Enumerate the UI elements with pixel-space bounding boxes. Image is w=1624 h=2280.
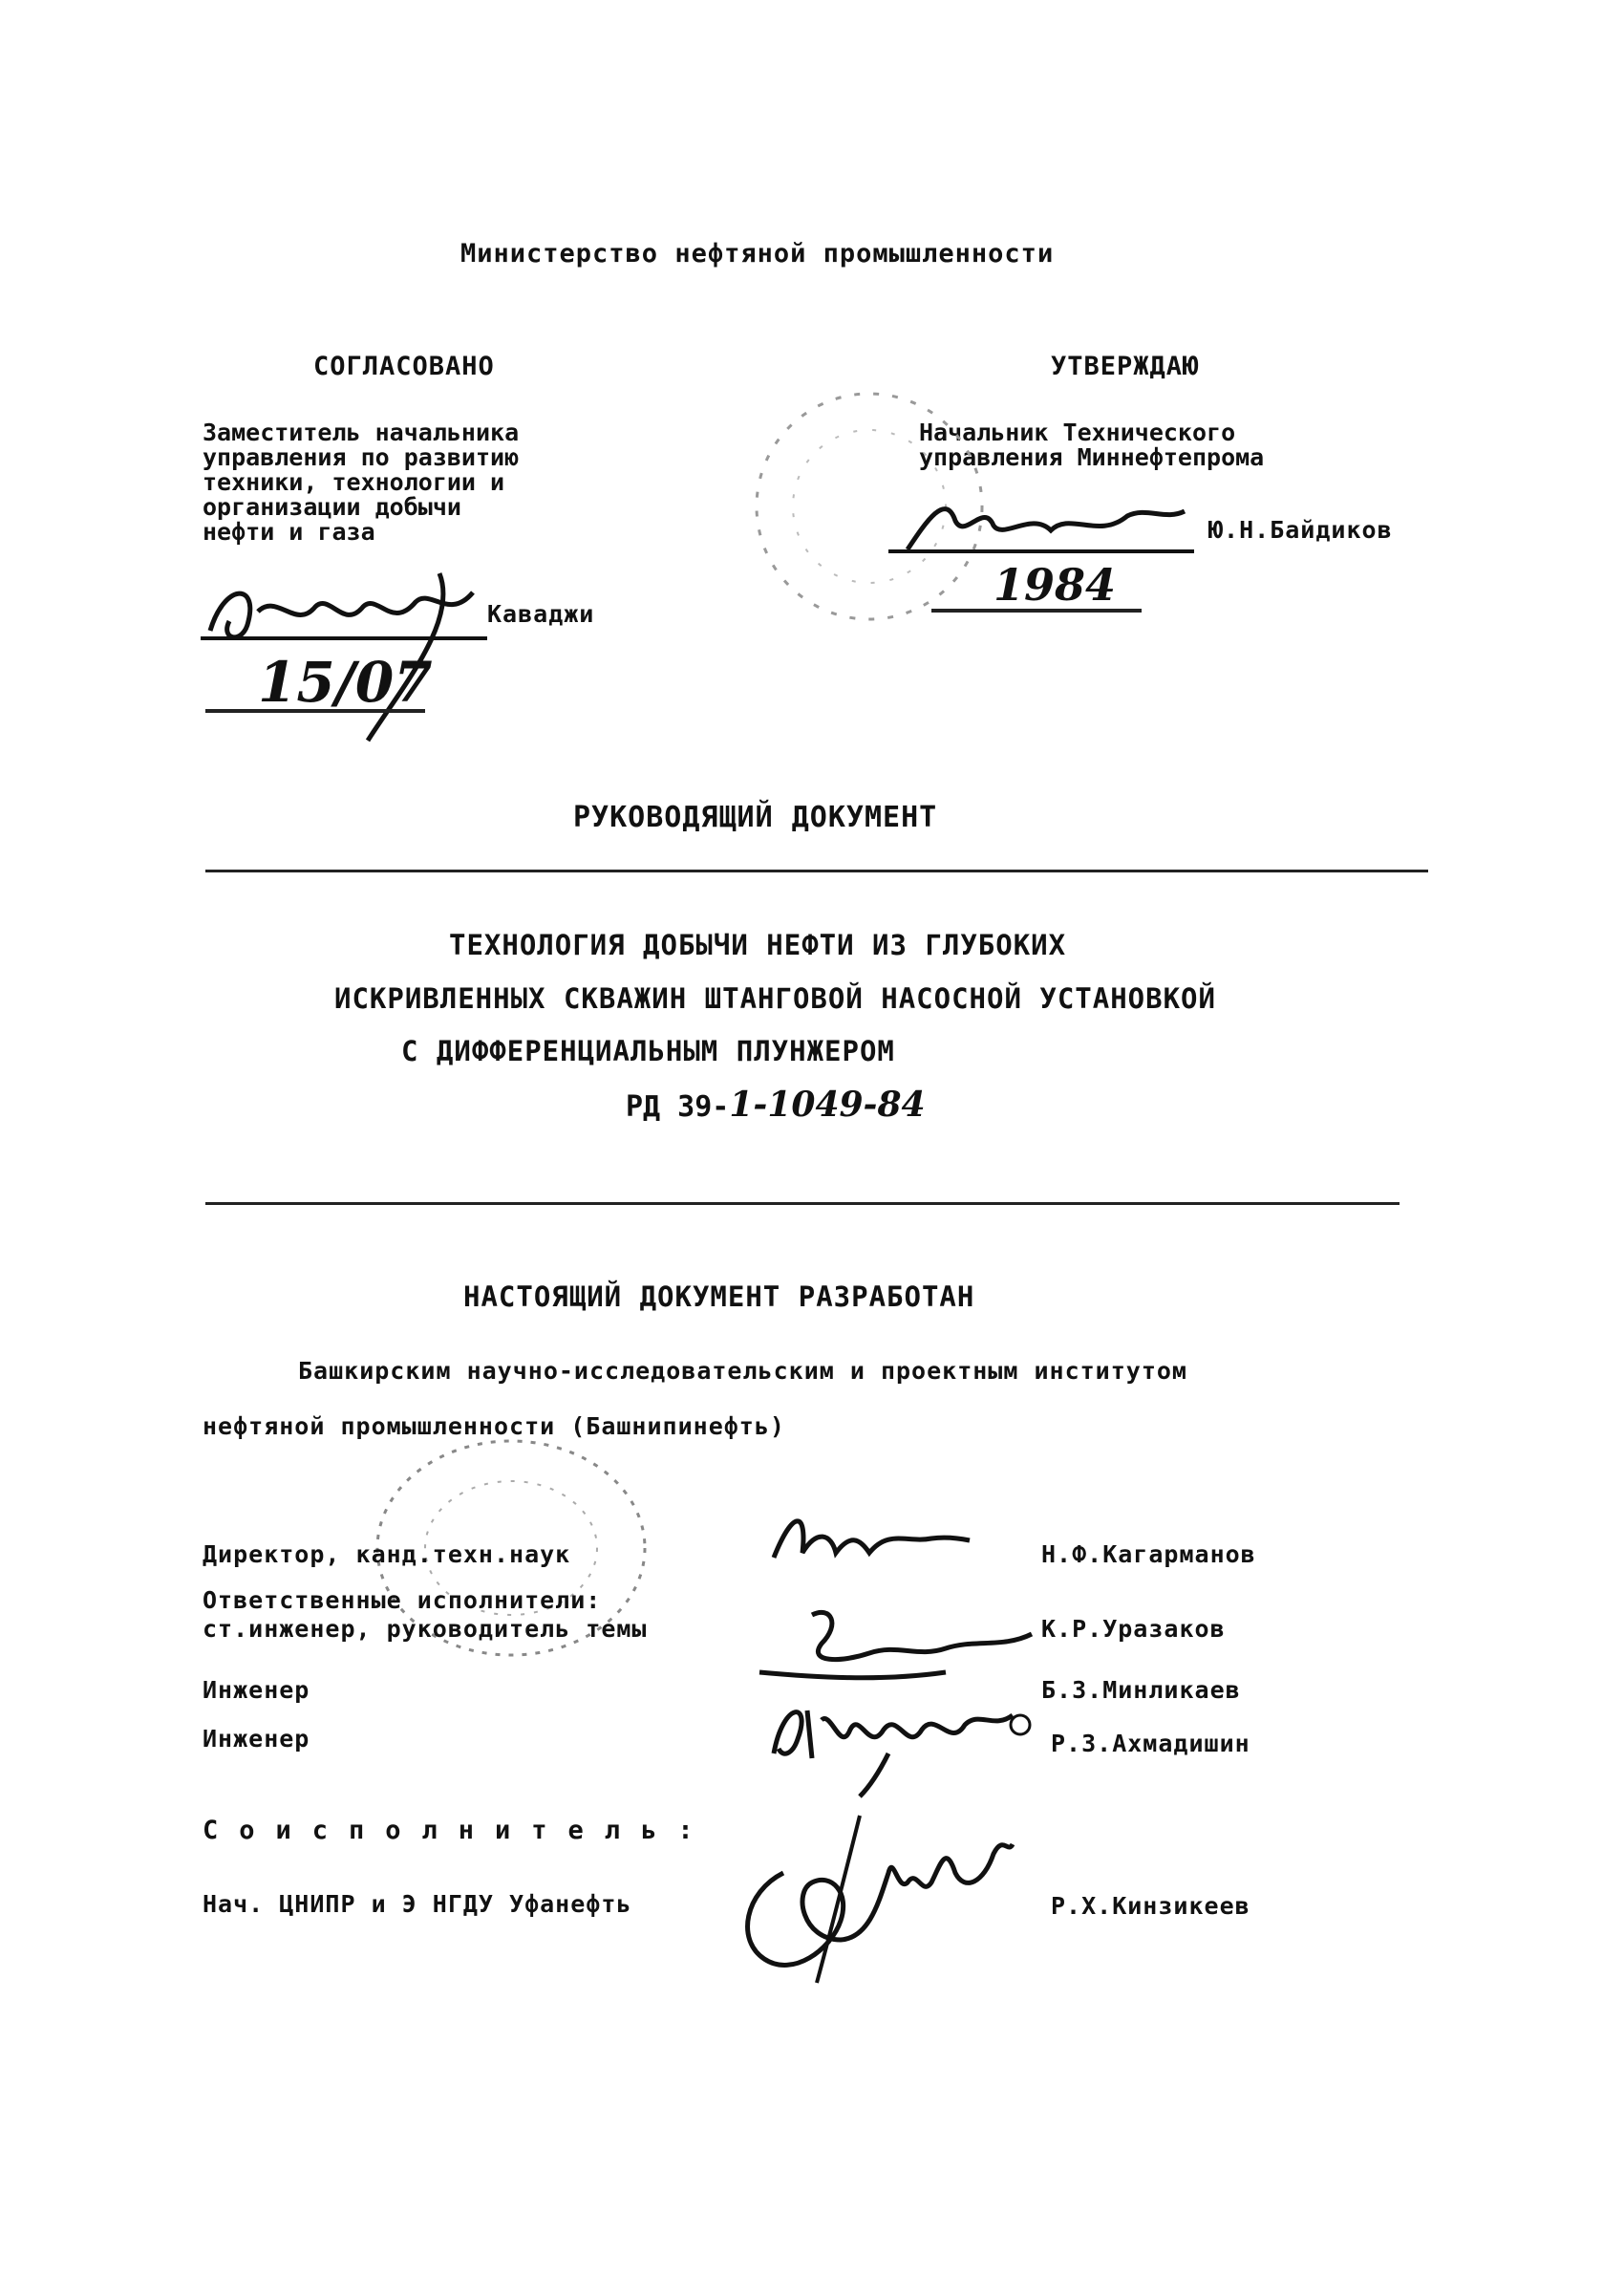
staff-name-engineer-2: Р.З.Ахмадишин bbox=[1051, 1730, 1250, 1757]
agreed-date-underline bbox=[205, 709, 425, 713]
staff-role-engineer-2: Инженер bbox=[203, 1725, 310, 1753]
title-line-2: ИСКРИВЛЕННЫХ СКВАЖИН ШТАНГОВОЙ НАСОСНОЙ УСТАНОВКОЙ bbox=[334, 982, 1216, 1015]
staff-role-responsible: Ответственные исполнители: bbox=[203, 1586, 602, 1614]
document-number bbox=[626, 1085, 926, 1125]
approved-line-2: управления Миннефтепрома bbox=[919, 443, 1265, 471]
agreed-line-5: нефти и газа bbox=[203, 518, 375, 546]
document-number-handwritten: 1-1049-84 bbox=[729, 1085, 926, 1125]
developed-heading: НАСТОЯЩИЙ ДОКУМЕНТ РАЗРАБОТАН bbox=[463, 1280, 975, 1313]
staff-name-lead-engineer: К.Р.Уразаков bbox=[1041, 1615, 1226, 1643]
agreed-line-1: Заместитель начальника bbox=[203, 419, 520, 446]
agreed-heading: СОГЛАСОВАНО bbox=[313, 352, 495, 381]
agreed-line-2: управления по развитию bbox=[203, 443, 520, 471]
coexecutor-heading: Соисполнитель: bbox=[203, 1816, 715, 1845]
agreed-line-3: техники, технологии и bbox=[203, 468, 505, 496]
agreed-position bbox=[203, 420, 519, 545]
director-signature bbox=[764, 1500, 974, 1577]
approved-date-underline bbox=[931, 609, 1142, 613]
approved-line-1: Начальник Технического bbox=[919, 419, 1236, 446]
coexecutor-signature bbox=[726, 1816, 1032, 1988]
document-number-prefix: РД 39- bbox=[626, 1090, 730, 1124]
approved-signer-name: Ю.Н.Байдиков bbox=[1208, 516, 1393, 544]
staff-role-engineer-1: Инженер bbox=[203, 1676, 310, 1704]
document-type: РУКОВОДЯЩИЙ ДОКУМЕНТ bbox=[573, 801, 938, 834]
developer-line-2: нефтяной промышленности (Башнипинефть) bbox=[203, 1412, 785, 1440]
ministry-title: Министерство нефтяной промышленности bbox=[460, 239, 1055, 269]
coexecutor-role: Нач. ЦНИПР и Э НГДУ Уфанефть bbox=[203, 1890, 632, 1918]
title-bottom-rule bbox=[205, 1202, 1400, 1205]
approved-heading: УТВЕРЖДАЮ bbox=[1051, 352, 1200, 381]
title-line-3: С ДИФФЕРЕНЦИАЛЬНЫМ ПЛУНЖЕРОМ bbox=[401, 1035, 895, 1067]
developer-line-1: Башкирским научно-исследовательским и проектным институтом bbox=[298, 1357, 1187, 1385]
coexecutor-name: Р.Х.Кинзикеев bbox=[1051, 1892, 1250, 1920]
engineer-signature bbox=[755, 1663, 1032, 1796]
staff-name-director: Н.Ф.Кагарманов bbox=[1041, 1540, 1256, 1568]
approved-date-handwritten: 1984 bbox=[994, 559, 1117, 611]
title-top-rule bbox=[205, 870, 1428, 872]
agreed-signer-name: Каваджи bbox=[487, 600, 595, 628]
title-line-1: ТЕХНОЛОГИЯ ДОБЫЧИ НЕФТИ ИЗ ГЛУБОКИХ bbox=[449, 929, 1067, 961]
staff-role-lead-engineer: ст.инженер, руководитель темы bbox=[203, 1615, 648, 1643]
staff-role-director: Директор, канд.техн.наук bbox=[203, 1540, 571, 1568]
agreed-line-4: организации добычи bbox=[203, 493, 461, 521]
staff-name-engineer-1: Б.З.Минликаев bbox=[1041, 1676, 1241, 1704]
agreed-date-handwritten: 15/07 bbox=[258, 650, 433, 715]
